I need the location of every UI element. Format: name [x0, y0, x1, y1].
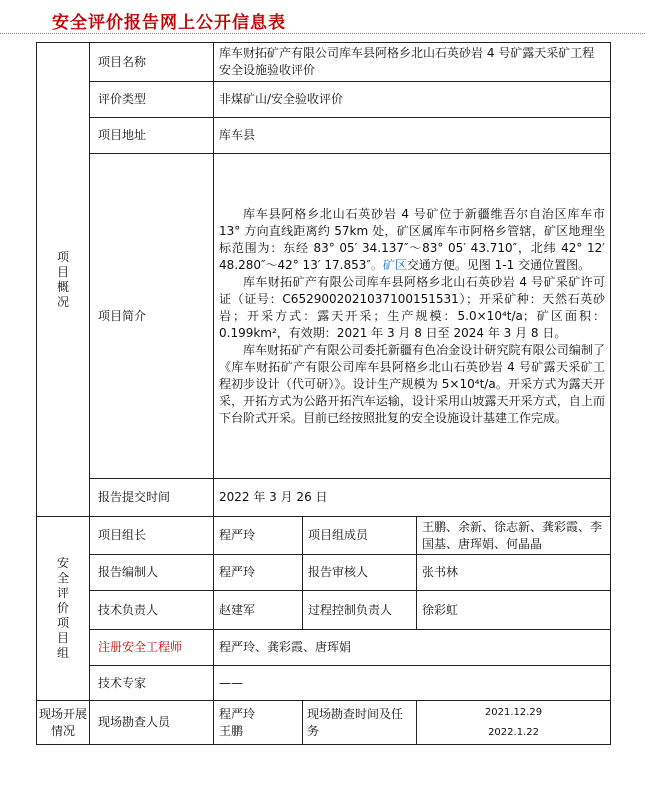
row-experts	[37, 666, 611, 701]
eval-type-value: 非煤矿山/安全验收评价	[214, 82, 611, 118]
experts-value: ——	[214, 666, 611, 701]
engineers-label: 注册安全工程师	[90, 630, 214, 666]
row-engineers	[37, 630, 611, 666]
top-divider	[0, 33, 645, 34]
info-table	[36, 42, 611, 745]
row-intro	[37, 154, 611, 479]
row-address	[37, 118, 611, 154]
site-staff-label: 现场勘查人员	[90, 701, 214, 745]
process-lead-value: 徐彩虹	[417, 591, 611, 630]
row-author	[37, 555, 611, 591]
project-name-label: 项目名称	[90, 43, 214, 82]
row-tech-lead	[37, 591, 611, 630]
author-label: 报告编制人	[90, 555, 214, 591]
row-submit-date	[37, 479, 611, 517]
intro-value	[214, 154, 611, 479]
site-dates-value	[417, 701, 611, 745]
address-value: 库车县	[214, 118, 611, 154]
tech-lead-label: 技术负责人	[90, 591, 214, 630]
reviewer-label: 报告审核人	[303, 555, 417, 591]
intro-highlight: 。矿区	[370, 257, 407, 272]
row-eval-type	[37, 82, 611, 118]
site-staff-2: 王鹏	[219, 723, 244, 738]
process-lead-label: 过程控制负责人	[303, 591, 417, 630]
eval-type-label: 评价类型	[90, 82, 214, 118]
members-value: 王鹏、余新、徐志新、龚彩霞、李国基、唐珲娟、何晶晶	[417, 517, 611, 555]
author-value: 程严玲	[214, 555, 303, 591]
overview-section-label: 项 目 概 况	[37, 43, 90, 517]
leader-value: 程严玲	[214, 517, 303, 555]
site-date-1: 2021.12.29	[484, 706, 543, 718]
intro-paragraph-1: 库车县阿格乡北山石英砂岩 4 号矿位于新疆维吾尔自治区库车市 13° 方向直线距离约 57km 处，矿区属库车市阿格乡管辖，矿区地理坐标范围为：东经 83° 05′ 34.137″～83° 05′ 43.710″，北纬 42° 12′ 48.280″～42° 13′ 17.853″。矿区交通方便。见图 1-1 交通位置图。	[219, 206, 606, 272]
site-staff-1: 程严玲	[219, 706, 256, 721]
intro-paragraph-3: 库车财拓矿产有限公司委托新疆有色冶金设计研究院有限公司编制了《库车财拓矿产有限公司库车县阿格乡北山石英砂岩 4 号矿露天采矿工程初步设计（代可研）》。设计生产规模为 5×10⁴t/a。开采方式为露天开采，开拓方式为公路开拓汽车运输，设计采用山坡露天开采方式，自上而下台阶式开采。目前已经按照批复的安全设施设计基建工作完成。	[219, 342, 606, 425]
row-site	[37, 701, 611, 745]
reviewer-value: 张书林	[417, 555, 611, 591]
site-date-2: 2022.1.22	[488, 726, 539, 738]
project-name-value: 库车财拓矿产有限公司库车县阿格乡北山石英砂岩 4 号矿露天采矿工程安全设施验收评价	[214, 43, 611, 82]
row-project-name	[37, 43, 611, 82]
row-leader	[37, 517, 611, 555]
submit-date-value: 2022 年 3 月 26 日	[214, 479, 611, 517]
experts-label: 技术专家	[90, 666, 214, 701]
intro-label: 项目简介	[90, 154, 214, 479]
team-section-label: 安 全 评 价 项 目 组	[37, 517, 90, 701]
leader-label: 项目组长	[90, 517, 214, 555]
intro-paragraph-2: 库车财拓矿产有限公司库车县阿格乡北山石英砂岩 4 号矿采矿许可证（证号：C6529002021037100151531）；开采矿种：天然石英砂岩；开采方式：露天开采；生产规模：5.0×10⁴t/a；矿区面积：0.199km²，有效期：2021 年 3 月 8 日至 2024 年 3 月 8 日。	[219, 274, 606, 340]
engineers-value: 程严玲、龚彩霞、唐珲娟	[214, 630, 611, 666]
tech-lead-value: 赵建军	[214, 591, 303, 630]
site-section-label: 现场开展情况	[37, 701, 90, 745]
site-staff-value	[214, 701, 303, 745]
site-time-label: 现场勘查时间及任务	[303, 701, 417, 745]
address-label: 项目地址	[90, 118, 214, 154]
page-title: 安全评价报告网上公开信息表	[52, 13, 286, 33]
submit-date-label: 报告提交时间	[90, 479, 214, 517]
members-label: 项目组成员	[303, 517, 417, 555]
